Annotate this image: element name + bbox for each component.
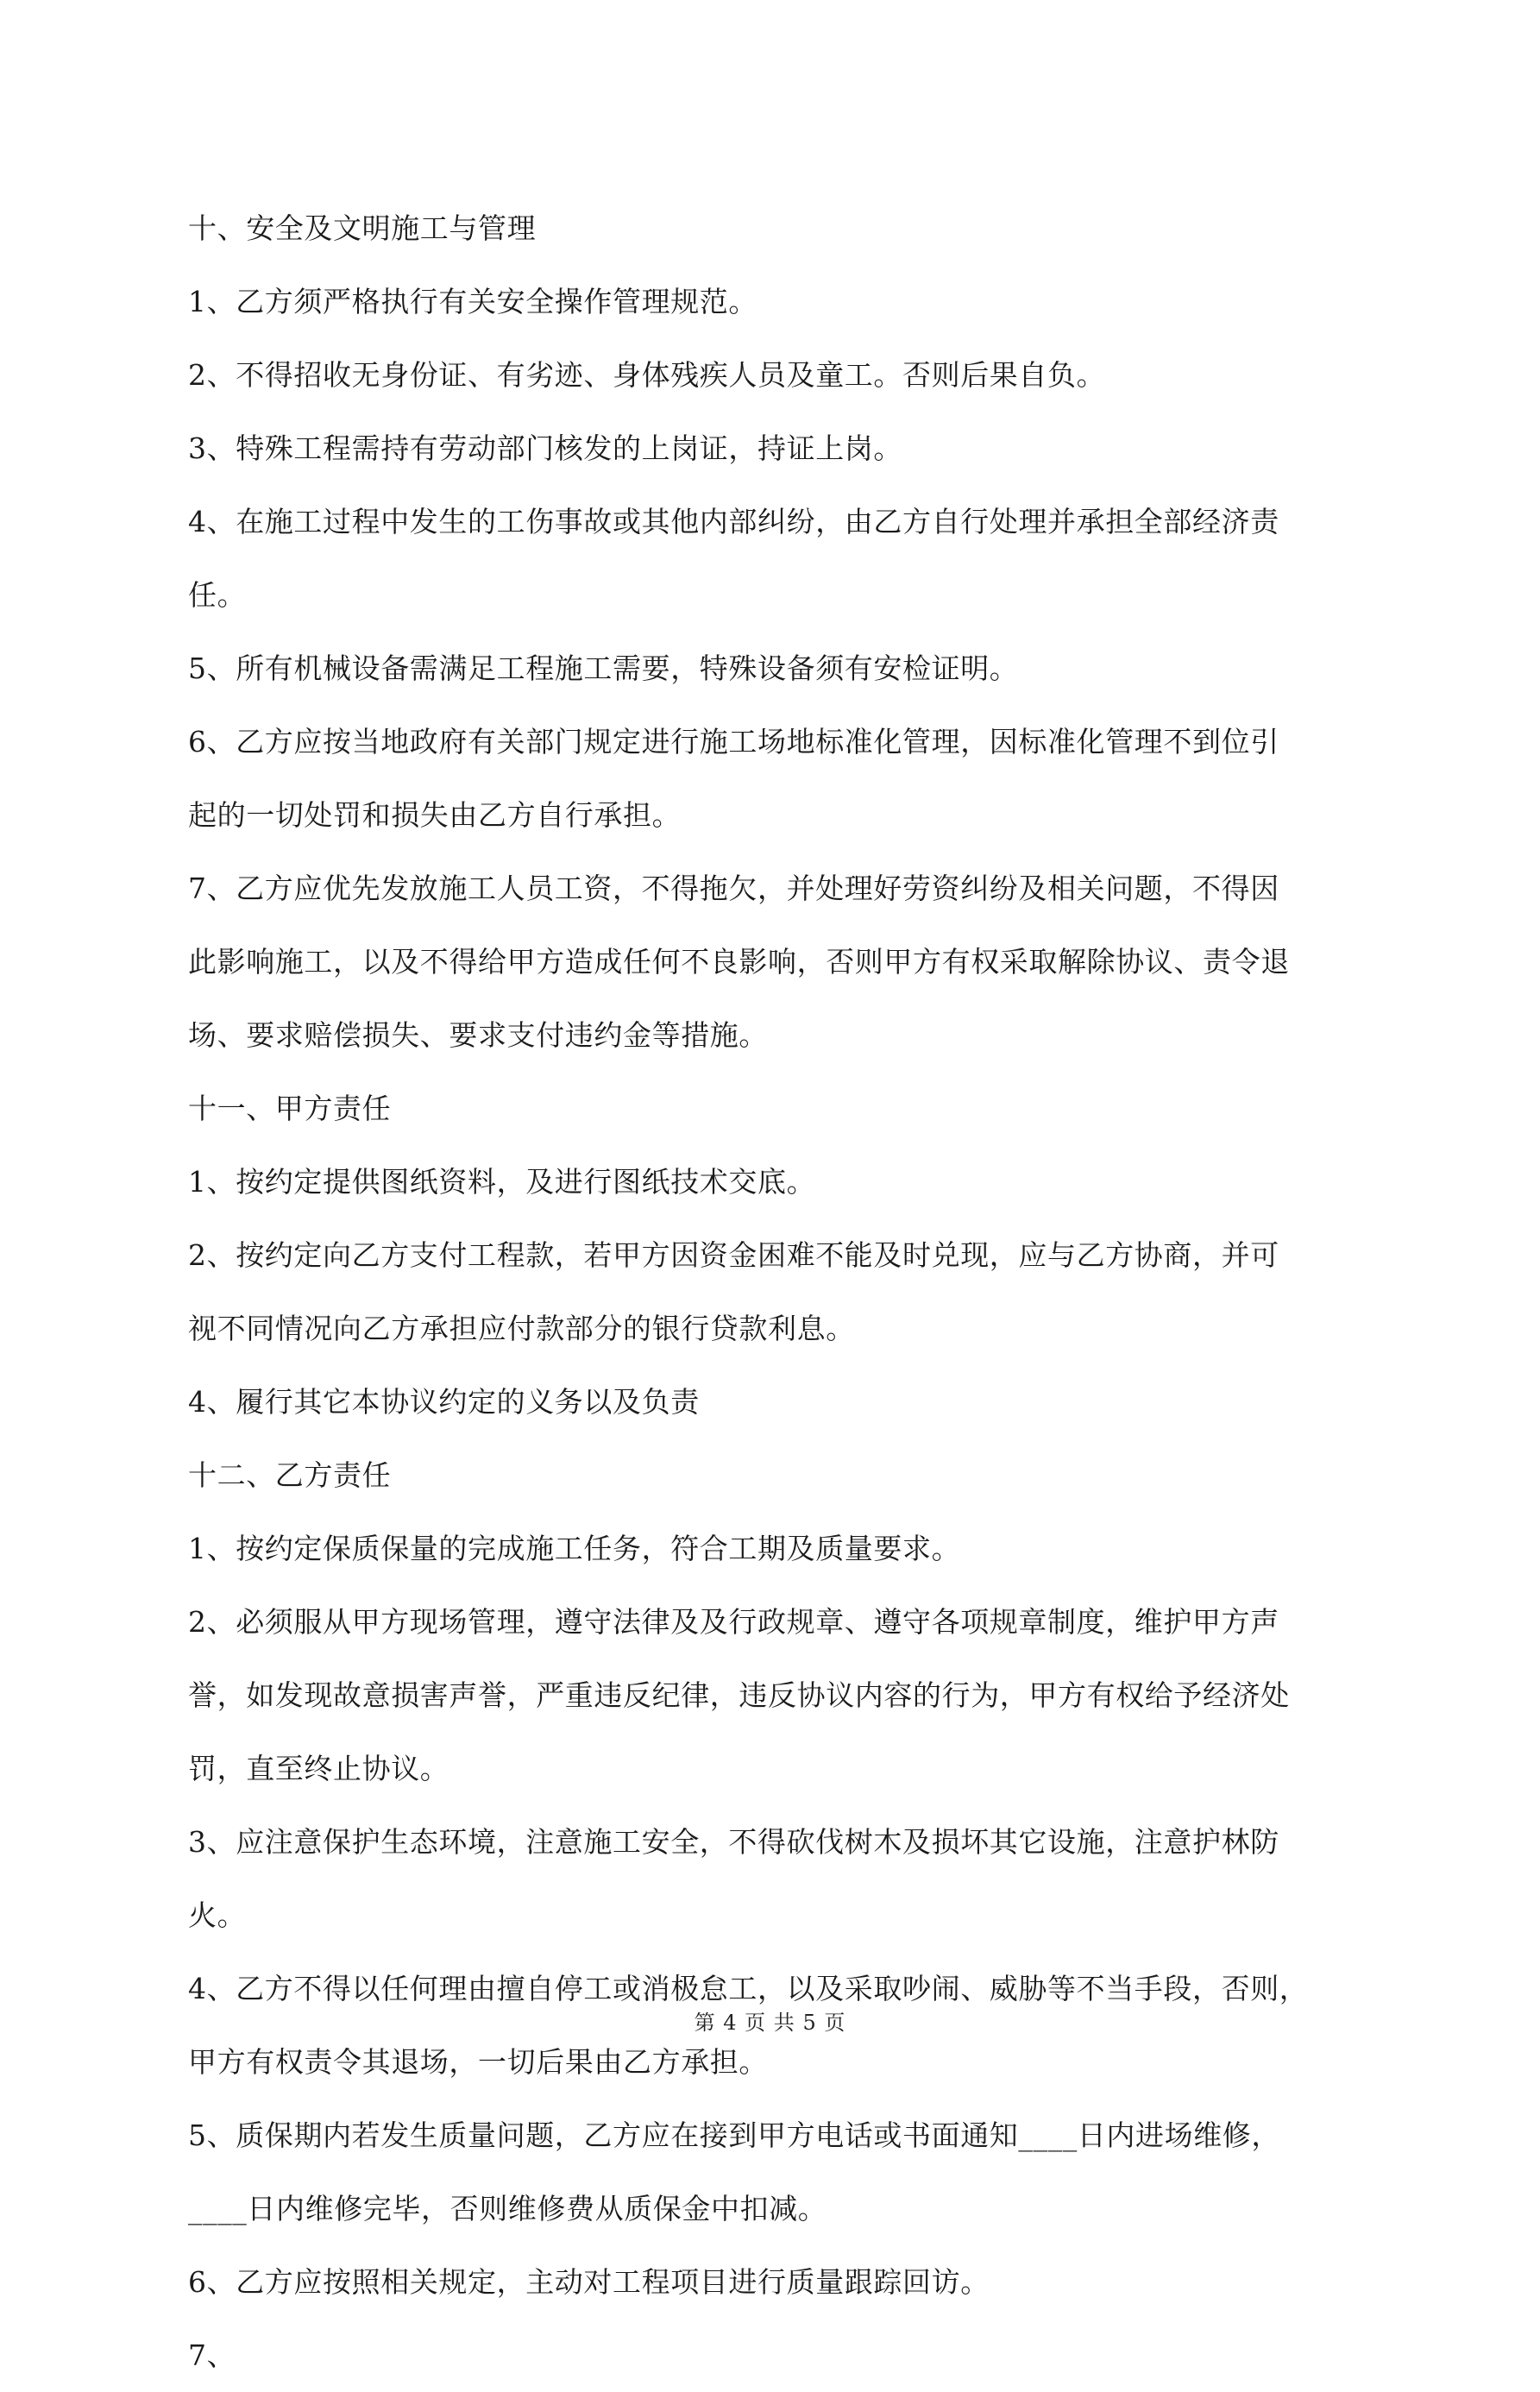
- text-line: 6、乙方应按照相关规定，主动对工程项目进行质量跟踪回访。: [188, 2265, 990, 2299]
- text-line: 1、乙方须严格执行有关安全操作管理规范。: [188, 285, 757, 318]
- text-line: 5、质保期内若发生质量问题，乙方应在接到甲方电话或书面通知____日内进场维修，: [188, 2118, 1280, 2152]
- text-line: 3、特殊工程需持有劳动部门核发的上岗证，持证上岗。: [188, 431, 902, 465]
- text-line: 火。: [188, 1898, 247, 1932]
- section-heading-12: 十二、乙方责任: [188, 1458, 392, 1492]
- text-line: 场、要求赔偿损失、要求支付违约金等措施。: [188, 1018, 768, 1052]
- text-line: 罚，直至终止协议。: [188, 1752, 449, 1785]
- text-line: 2、必须服从甲方现场管理，遵守法律及及行政规章、遵守各项规章制度，维护甲方声: [188, 1605, 1279, 1639]
- text-line: 此影响施工，以及不得给甲方造成任何不良影响，否则甲方有权采取解除协议、责令退: [188, 945, 1290, 979]
- text-line: 2、按约定向乙方支付工程款，若甲方因资金困难不能及时兑现，应与乙方协商，并可: [188, 1238, 1279, 1272]
- text-line: 4、在施工过程中发生的工伤事故或其他内部纠纷，由乙方自行处理并承担全部经济责: [188, 505, 1279, 538]
- section-heading-10: 十、安全及文明施工与管理: [188, 211, 537, 245]
- text-line: 5、所有机械设备需满足工程施工需要，特殊设备须有安检证明。: [188, 652, 1019, 685]
- text-line: 2、不得招收无身份证、有劣迹、身体残疾人员及童工。否则后果自负。: [188, 358, 1106, 392]
- text-line: 4、乙方不得以任何理由擅自停工或消极怠工，以及采取吵闹、威胁等不当手段，否则，: [188, 1972, 1309, 2005]
- text-line: 任。: [188, 578, 247, 612]
- text-line: 1、按约定保质保量的完成施工任务，符合工期及质量要求。: [188, 1532, 961, 1565]
- text-line: ____日内维修完毕，否则维修费从质保金中扣减。: [188, 2192, 827, 2225]
- text-line: 起的一切处罚和损失由乙方自行承担。: [188, 798, 682, 832]
- text-line: 1、按约定提供图纸资料，及进行图纸技术交底。: [188, 1165, 816, 1199]
- text-line: 3、应注意保护生态环境，注意施工安全，不得砍伐树木及损坏其它设施，注意护林防: [188, 1825, 1279, 1859]
- text-line: 7、乙方应优先发放施工人员工资，不得拖欠，并处理好劳资纠纷及相关问题，不得因: [188, 872, 1279, 905]
- text-line: 甲方有权责令其退场，一切后果由乙方承担。: [188, 2045, 768, 2079]
- text-line: 视不同情况向乙方承担应付款部分的银行贷款利息。: [188, 1312, 855, 1345]
- page-number: 第 4 页 共 5 页: [694, 2011, 846, 2035]
- text-line: 誉，如发现故意损害声誉，严重违反纪律，违反协议内容的行为，甲方有权给予经济处: [188, 1678, 1290, 1712]
- section-heading-11: 十一、甲方责任: [188, 1092, 392, 1125]
- text-line: 4、履行其它本协议约定的义务以及负责: [188, 1385, 700, 1419]
- text-line: 7、: [188, 2338, 236, 2372]
- text-line: 6、乙方应按当地政府有关部门规定进行施工场地标准化管理，因标准化管理不到位引: [188, 725, 1279, 759]
- document-body: [188, 192, 1361, 2392]
